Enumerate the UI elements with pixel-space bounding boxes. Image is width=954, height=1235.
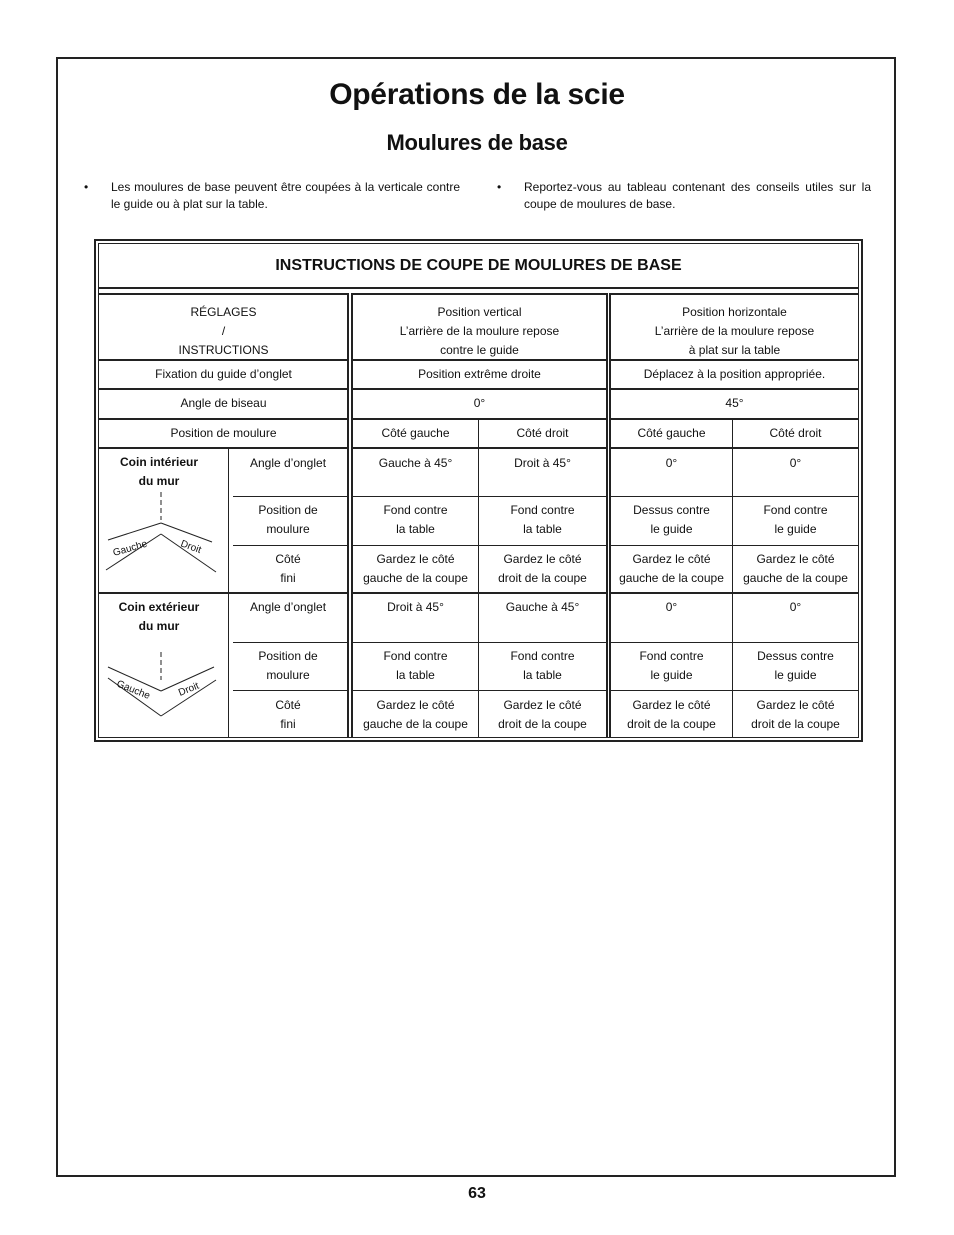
position-label: Position de moulure [170,426,277,440]
cell-line: Fond contre [510,649,575,663]
cell-line: Gardez le côté [756,698,835,712]
outside-moulding-h-right [733,643,858,690]
row-line [352,418,606,420]
header-line: / [221,324,226,338]
corner-label-line: du mur [138,619,180,633]
outside-finished-label [229,691,347,737]
position-v-right: Côté droit [516,426,569,440]
cell-line: la table [523,668,562,682]
diagram-left-label: Gauche [114,678,152,702]
diagram-left-label: Gauche [111,538,149,559]
outside-finished-h-left [611,691,732,737]
cell-line: droit de la coupe [498,717,587,731]
position-v-left: Côté gauche [381,426,450,440]
bevel-label: Angle de biseau [180,396,267,410]
outside-moulding-v-left [353,643,478,690]
cell-line: la table [396,668,435,682]
cell-line: fini [280,717,296,731]
cell-line: la table [523,522,562,536]
bullet-symbol: • [84,180,89,194]
cell-line: gauche de la coupe [363,571,468,585]
cell-line: le guide [774,522,817,536]
inside-moulding-h-left [611,497,732,545]
header-top-line [352,293,606,295]
bevel-vertical: 0° [473,396,486,410]
inside-miter-v-left: Gauche à 45° [378,456,453,470]
cell-line: le guide [650,522,693,536]
corner-label-line: Coin extérieur [118,600,200,614]
header-line: RÉGLAGES [190,305,257,319]
cell-line: gauche de la coupe [743,571,848,585]
header-vertical [353,297,606,359]
cell-line: la table [396,522,435,536]
fence-label: Fixation du guide d’onglet [155,366,292,381]
inside-miter-label: Angle d’onglet [249,456,327,470]
bullet-symbol: • [497,180,502,194]
position-h-left: Côté gauche [637,426,706,440]
cell-line: droit de la coupe [627,717,716,731]
inside-moulding-label [229,497,347,545]
header-line: L’arrière de la moulure repose [399,324,560,338]
cell-line: droit de la coupe [498,571,587,585]
col-separator [347,293,349,738]
cell-line: Gardez le côté [376,552,455,566]
outside-miter-h-left: 0° [665,600,678,614]
position-h-right: Côté droit [769,426,822,440]
outside-corner-diagram [104,650,219,720]
inside-moulding-v-left [353,497,478,545]
cell-line: moulure [266,668,310,682]
inside-moulding-h-right [733,497,858,545]
section-title: Moulures de base [386,130,568,155]
table-heading: INSTRUCTIONS DE COUPE DE MOULURES DE BASE [99,244,858,289]
cell-line: le guide [774,668,817,682]
header-line: Position vertical [437,305,522,319]
cell-line: Gardez le côté [632,552,711,566]
cell-line: Fond contre [510,503,575,517]
outside-miter-v-left: Droit à 45° [387,600,444,614]
inside-finished-v-left [353,546,478,592]
row-line [352,388,606,390]
cell-line: fini [280,571,296,585]
outside-moulding-label [229,643,347,690]
cell-line: Côté [275,552,301,566]
outside-miter-h-right: 0° [789,600,802,614]
header-line: INSTRUCTIONS [178,343,269,357]
outside-miter-label: Angle d’onglet [249,600,327,614]
cell-line: Fond contre [383,503,448,517]
row-line [99,388,347,390]
header-settings [99,297,348,359]
cell-line: Position de [258,503,318,517]
cell-line: Gardez le côté [376,698,455,712]
cell-line: Gardez le côté [632,698,711,712]
col-separator [606,293,608,738]
block-separator [352,592,606,594]
cell-line: Gardez le côté [503,552,582,566]
outside-finished-v-left [353,691,478,737]
header-line: contre le guide [440,343,519,357]
header-top-line [99,293,347,295]
row-line [610,388,858,390]
cell-line: moulure [266,522,310,536]
outside-moulding-h-left [611,643,732,690]
inside-moulding-v-right [479,497,606,545]
bullet-text: Reportez-vous au tableau contenant des conseils utiles sur la coupe de moulures de base. [524,180,871,211]
corner-label-line: Coin intérieur [119,455,198,469]
inside-miter-h-right: 0° [789,456,802,470]
cell-line: Fond contre [383,649,448,663]
bullet-text: Les moulures de base peuvent être coupées à la verticale contre le guide ou à plat sur la table. [111,180,460,211]
block-separator [610,592,858,594]
inside-finished-h-right [733,546,858,592]
fence-vertical: Position extrême droite [418,366,541,381]
header-line: L’arrière de la moulure repose [654,324,815,338]
cell-line: Dessus contre [633,503,710,517]
bevel-horizontal: 45° [725,396,744,410]
inside-miter-h-left: 0° [665,456,678,470]
inside-finished-v-right [479,546,606,592]
cell-line: Fond contre [763,503,828,517]
row-line [610,418,858,420]
block-separator [99,592,347,594]
row-line [99,418,347,420]
cell-line: gauche de la coupe [619,571,724,585]
outside-miter-v-right: Gauche à 45° [505,600,580,614]
cell-line: Dessus contre [757,649,834,663]
cell-line: Gardez le côté [756,552,835,566]
inside-corner-diagram [104,490,219,575]
cell-line: Fond contre [639,649,704,663]
cell-line: Gardez le côté [503,698,582,712]
outside-finished-h-right [733,691,858,737]
page-number: 63 [468,1185,486,1202]
diagram-right-label: Droit [178,538,203,557]
corner-label-line: du mur [138,474,180,488]
inside-finished-h-left [611,546,732,592]
outside-corner-label [99,595,219,645]
inside-miter-v-right: Droit à 45° [514,456,571,470]
cell-line: Côté [275,698,301,712]
page-title: Opérations de la scie [329,78,625,111]
cell-line: gauche de la coupe [363,717,468,731]
header-line: Position horizontale [682,305,787,319]
header-top-line [610,293,858,295]
fence-horizontal: Déplacez à la position appropriée. [643,366,826,381]
header-horizontal [611,297,858,359]
outside-moulding-v-right [479,643,606,690]
cell-line: le guide [650,668,693,682]
cell-line: droit de la coupe [751,717,840,731]
cell-line: Position de [258,649,318,663]
diagram-right-label: Droit [177,680,201,699]
header-line: à plat sur la table [688,343,781,357]
inside-finished-label [229,546,347,592]
outside-finished-v-right [479,691,606,737]
